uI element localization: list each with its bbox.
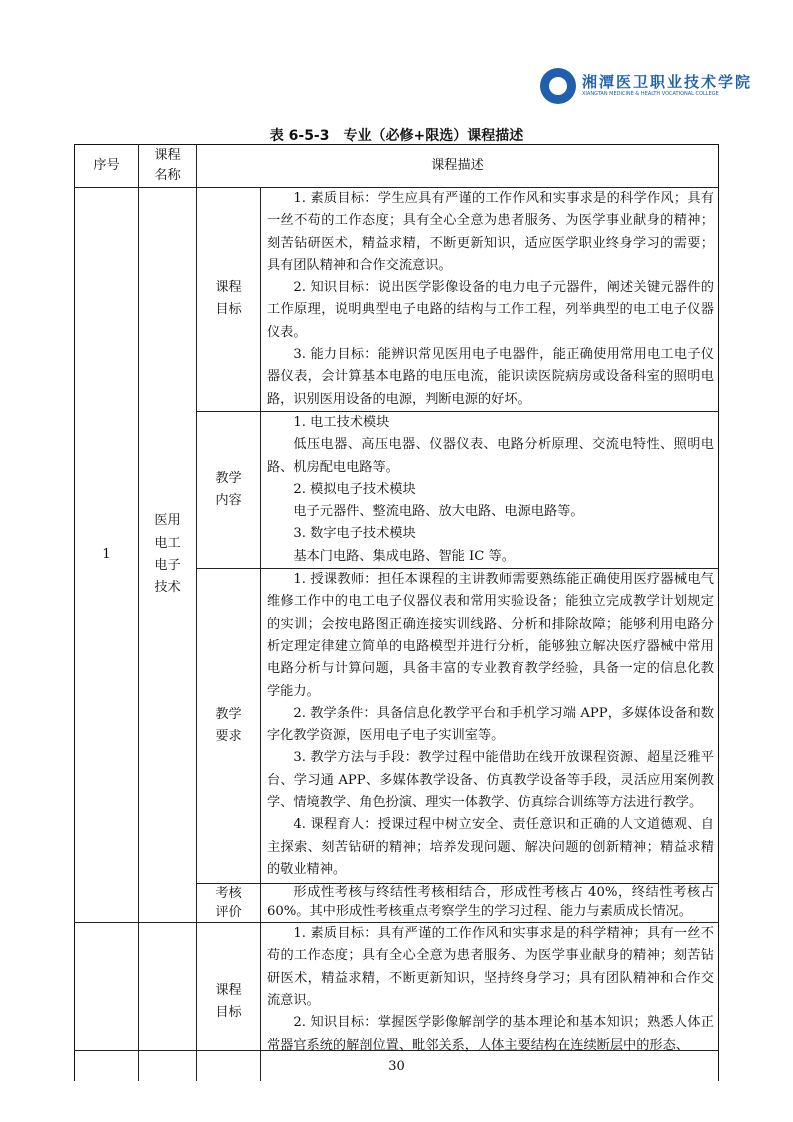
college-logo — [540, 66, 752, 106]
paragraph: 1. 电工技术模块 — [293, 414, 390, 430]
paragraph: 1. 素质目标：具有严谨的工作作风和实事求是的科学精神；具有一丝不苟的工作态度；具有全心全意为患者服务、为医学事业献身的精神；刻苦钻研医术，精益求精，不断更新知识，坚持终身学习；具有团队精神和合作交流意识。 — [267, 926, 714, 1008]
course-name: 医用电工电子技术 — [139, 188, 197, 923]
table-title: 表 6-5-3 专业（必修+限选）课程描述 — [269, 128, 524, 144]
section-label: 课程目标 — [197, 923, 261, 1081]
course-no: 1 — [75, 188, 139, 923]
section-content — [261, 884, 719, 923]
paragraph: 3. 教学方法与手段：教学过程中能借助在线开放课程资源、超星泛雅平台、学习通 APP、多媒体教学设备、仿真教学设备等手段，灵活应用案例教学、情境教学、角色扮演、理实一体教学、仿真综合训练等方法进行教学。 — [267, 750, 714, 811]
table-row — [75, 188, 719, 412]
section-label: 教学内容 — [197, 411, 261, 568]
section-label: 教学要求 — [197, 569, 261, 884]
section-content — [261, 923, 719, 1081]
paragraph: 3. 数字电子技术模块 — [293, 526, 416, 542]
course-no — [75, 923, 139, 1081]
section-content — [261, 569, 719, 884]
paragraph: 2. 教学条件：具备信息化教学平台和手机学习端 APP，多媒体设备和数字化教学资源，医用电子电子实训室等。 — [267, 705, 714, 744]
paragraph: 2. 模拟电子技术模块 — [293, 481, 416, 497]
college-emblem-icon — [540, 68, 576, 104]
section-content — [261, 188, 719, 412]
section-content — [261, 411, 719, 568]
paragraph: 4. 课程育人：授课过程中树立安全、责任意识和正确的人文道德观、自主探索、刻苦钻研的精神；培养发现问题、解决问题的创新精神；精益求精的敬业精神。 — [267, 817, 714, 877]
header-description: 课程描述 — [197, 145, 719, 188]
paragraph: 3. 能力目标：能辨识常见医用电子电器件，能正确使用常用电工电子仪器仪表，会计算基本电路的电压电流，能识读医院病房或设备科室的照明电路，识别医用设备的电源，判断电源的好坏。 — [267, 347, 714, 407]
logo-cn: 湘潭医卫职业技术学院 — [582, 73, 753, 91]
section-label: 考核评价 — [197, 884, 261, 923]
table-bottom-rule — [74, 1050, 719, 1051]
paragraph: 基本门电路、集成电路、智能 IC 等。 — [293, 548, 515, 564]
logo-en: XIANGTAN MEDICINE & HEALTH VOCATIONAL COLLEGE — [582, 91, 719, 97]
header-course-name: 课程名称 — [139, 145, 197, 188]
course-name — [139, 923, 197, 1081]
paragraph: 低压电器、高压电器、仪器仪表、电路分析原理、交流电特性、照明电路、机房配电电路等。 — [267, 437, 714, 475]
paragraph: 电子元器件、整流电路、放大电路、电源电路等。 — [293, 504, 584, 520]
header-no: 序号 — [75, 145, 139, 188]
paragraph: 2. 知识目标：掌握医学影像解剖学的基本理论和基本知识；熟悉人体正常器官系统的解剖位置、毗邻关系，人体主要结构在连续断层中的形态、 — [267, 1015, 714, 1053]
table-header-row — [75, 145, 719, 188]
page-number: 30 — [388, 1059, 405, 1074]
table-row — [75, 923, 719, 1081]
section-label: 课程目标 — [197, 188, 261, 412]
paragraph: 1. 授课教师：担任本课程的主讲教师需要熟练能正确使用医疗器械电气维修工作中的电工电子仪器仪表和常用实验设备；能独立完成教学计划规定的实训；会按电路图正确连接实训线路、分析和排除故障；能够利用电路分析定理定律建立简单的电路模型并进行分析，能够独立解决医疗器械中常用电路分析与计算问题，具备丰富的专业教育教学经验，具备一定的信息化教学能力。 — [267, 572, 714, 699]
paragraph: 1. 素质目标：学生应具有严谨的工作作风和实事求是的科学作风；具有一丝不苟的工作态度；具有全心全意为患者服务、为医学事业献身的精神；刻苦钻研医术，精益求精，不断更新知识，适应医学职业终身学习的需要；具有团队精神和合作交流意识。 — [267, 191, 714, 273]
course-description-table — [74, 144, 719, 1081]
paragraph: 形成性考核与终结性考核相结合，形成性考核占 40%，终结性考核占 60%。其中形成性考核重点考察学生的学习过程、能力与素质成长情况。 — [267, 885, 714, 919]
paragraph: 2. 知识目标：说出医学影像设备的电力电子元器件，阐述关键元器件的工作原理，说明典型电子电路的结构与工作工程，列举典型的电工电子仪器仪表。 — [267, 280, 714, 340]
